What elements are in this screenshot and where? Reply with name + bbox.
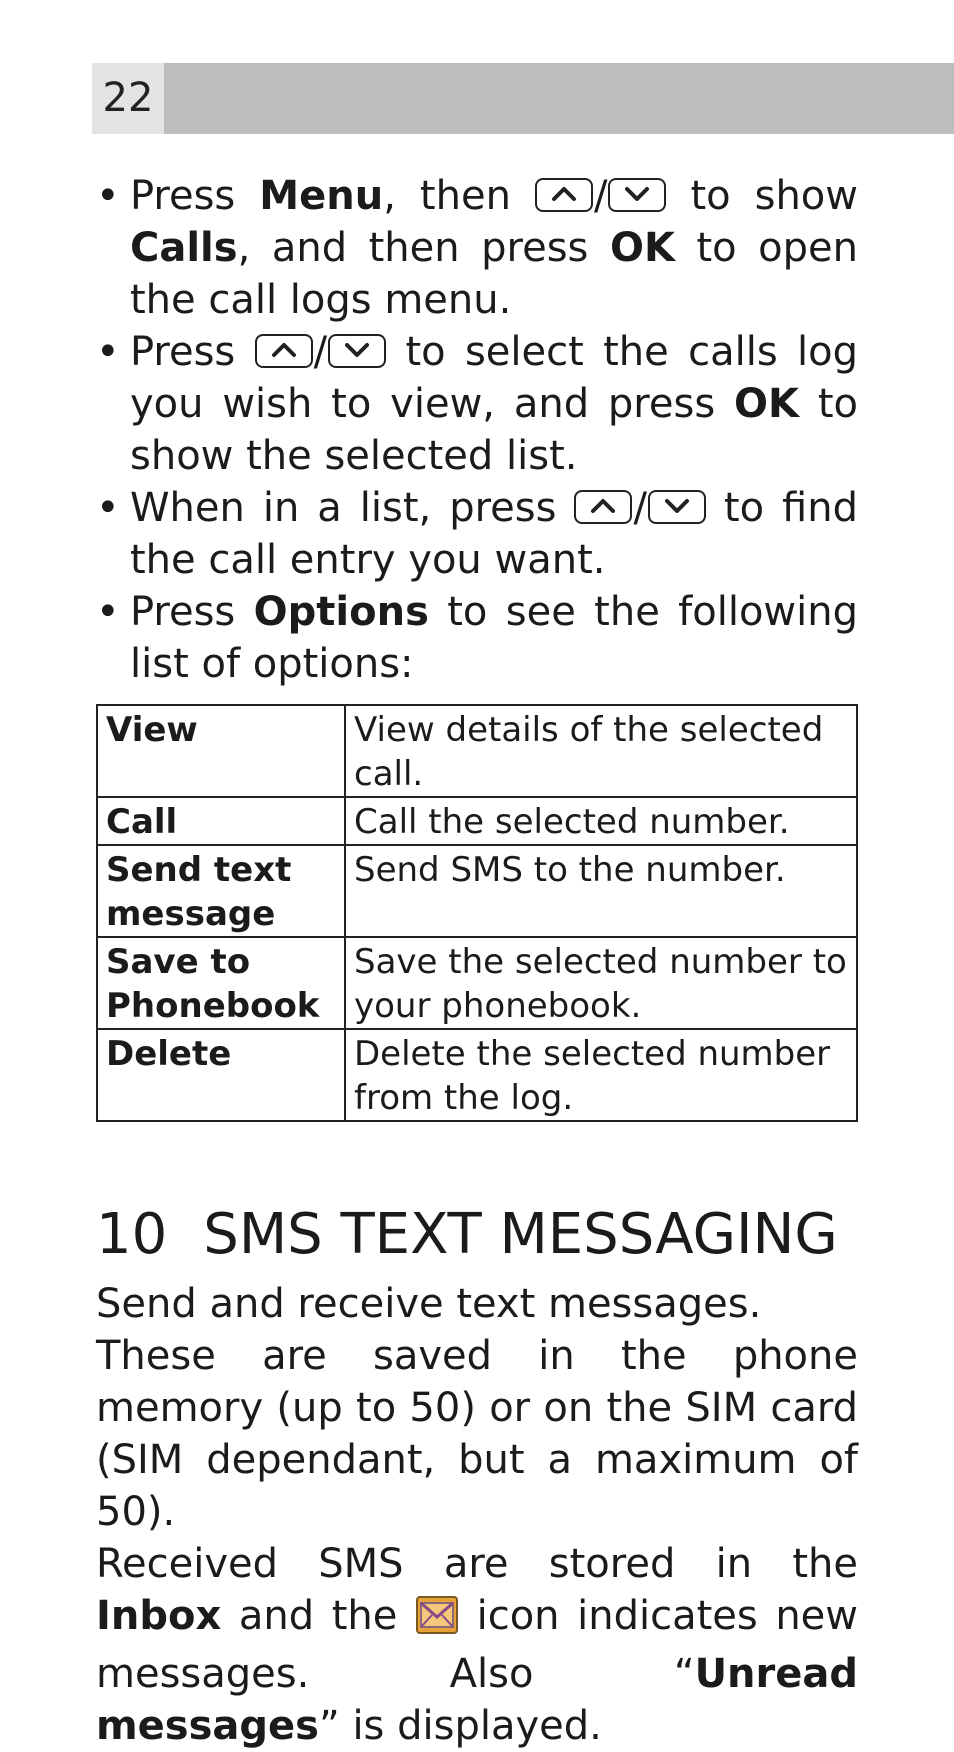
list-item: • Press Menu, then / to show Calls, and then press OK to open the call logs menu.	[96, 170, 858, 326]
bullet-icon: •	[96, 589, 120, 635]
menu-keyword: Menu	[259, 173, 384, 219]
step-text: Press	[130, 173, 260, 219]
options-keyword: Options	[253, 589, 429, 635]
down-key-icon	[648, 490, 706, 524]
section-heading	[96, 1200, 858, 1270]
bullet-icon: •	[96, 173, 120, 219]
paragraph-text: ” is displayed.	[319, 1703, 602, 1749]
step-text: Press	[130, 589, 254, 635]
table-row	[97, 797, 857, 845]
up-key-icon	[255, 334, 313, 368]
paragraph: Send and receive text messages.	[96, 1281, 762, 1327]
step-text: When in a list, press	[130, 485, 575, 531]
option-description: Save the selected number to your phonebook.	[345, 937, 857, 1029]
paragraph-text: and the	[221, 1593, 415, 1639]
page-header-bar	[92, 63, 954, 134]
down-key-icon	[608, 178, 666, 212]
table-row	[97, 1029, 857, 1121]
step-text: to show the selected list.	[130, 381, 858, 479]
table-row	[97, 845, 857, 937]
option-name: Delete	[97, 1029, 345, 1121]
table-row	[97, 705, 857, 797]
calls-keyword: Calls	[130, 225, 238, 271]
section-title: SMS TEXT MESSAGING	[203, 1202, 838, 1267]
step-text: to show	[666, 173, 858, 219]
step-text: to open the call logs menu.	[130, 225, 858, 323]
ok-keyword: OK	[609, 225, 675, 271]
option-name: View	[97, 705, 345, 797]
step-text: , and then press	[237, 225, 610, 271]
section-number: 10	[96, 1202, 168, 1267]
table-row	[97, 937, 857, 1029]
step-text: to find the call entry you want.	[130, 485, 858, 583]
up-key-icon	[574, 490, 632, 524]
envelope-icon	[415, 1595, 459, 1648]
paragraph: These are saved in the phone memory (up to 50) or on the SIM card (SIM dependant, but a maximum of 50).	[96, 1333, 858, 1535]
option-description: View details of the selected call.	[345, 705, 857, 797]
option-description: Call the selected number.	[345, 797, 857, 845]
option-name: Call	[97, 797, 345, 845]
down-key-icon	[328, 334, 386, 368]
page-content	[96, 170, 858, 1752]
list-item: • Press / to select the calls log you wish to view, and press OK to show the selected list.	[96, 326, 858, 482]
step-text: Press	[130, 329, 255, 375]
paragraph	[96, 1538, 858, 1752]
section-body	[96, 1278, 858, 1752]
option-description: Delete the selected number from the log.	[345, 1029, 857, 1121]
step-text: to see the following list of options:	[130, 589, 858, 687]
page-number: 22	[92, 63, 164, 134]
list-item: • When in a list, press / to find the call entry you want.	[96, 482, 858, 586]
ok-keyword: OK	[734, 381, 799, 427]
step-text: , then	[383, 173, 535, 219]
options-table	[96, 704, 858, 1122]
bullet-icon: •	[96, 485, 120, 531]
option-description: Send SMS to the number.	[345, 845, 857, 937]
instruction-list	[96, 170, 858, 690]
step-text: to select the calls log you wish to view, and press	[130, 329, 858, 427]
unread-messages-keyword: Unread messages	[96, 1651, 858, 1749]
paragraph-text: icon indicates new messages. Also “	[96, 1593, 858, 1697]
option-name: Send text message	[97, 845, 345, 937]
inbox-keyword: Inbox	[96, 1593, 222, 1639]
up-key-icon	[535, 178, 593, 212]
paragraph-text: Received SMS are stored in the	[96, 1541, 858, 1587]
bullet-icon: •	[96, 329, 120, 375]
list-item	[96, 586, 858, 690]
option-name: Save to Phonebook	[97, 937, 345, 1029]
